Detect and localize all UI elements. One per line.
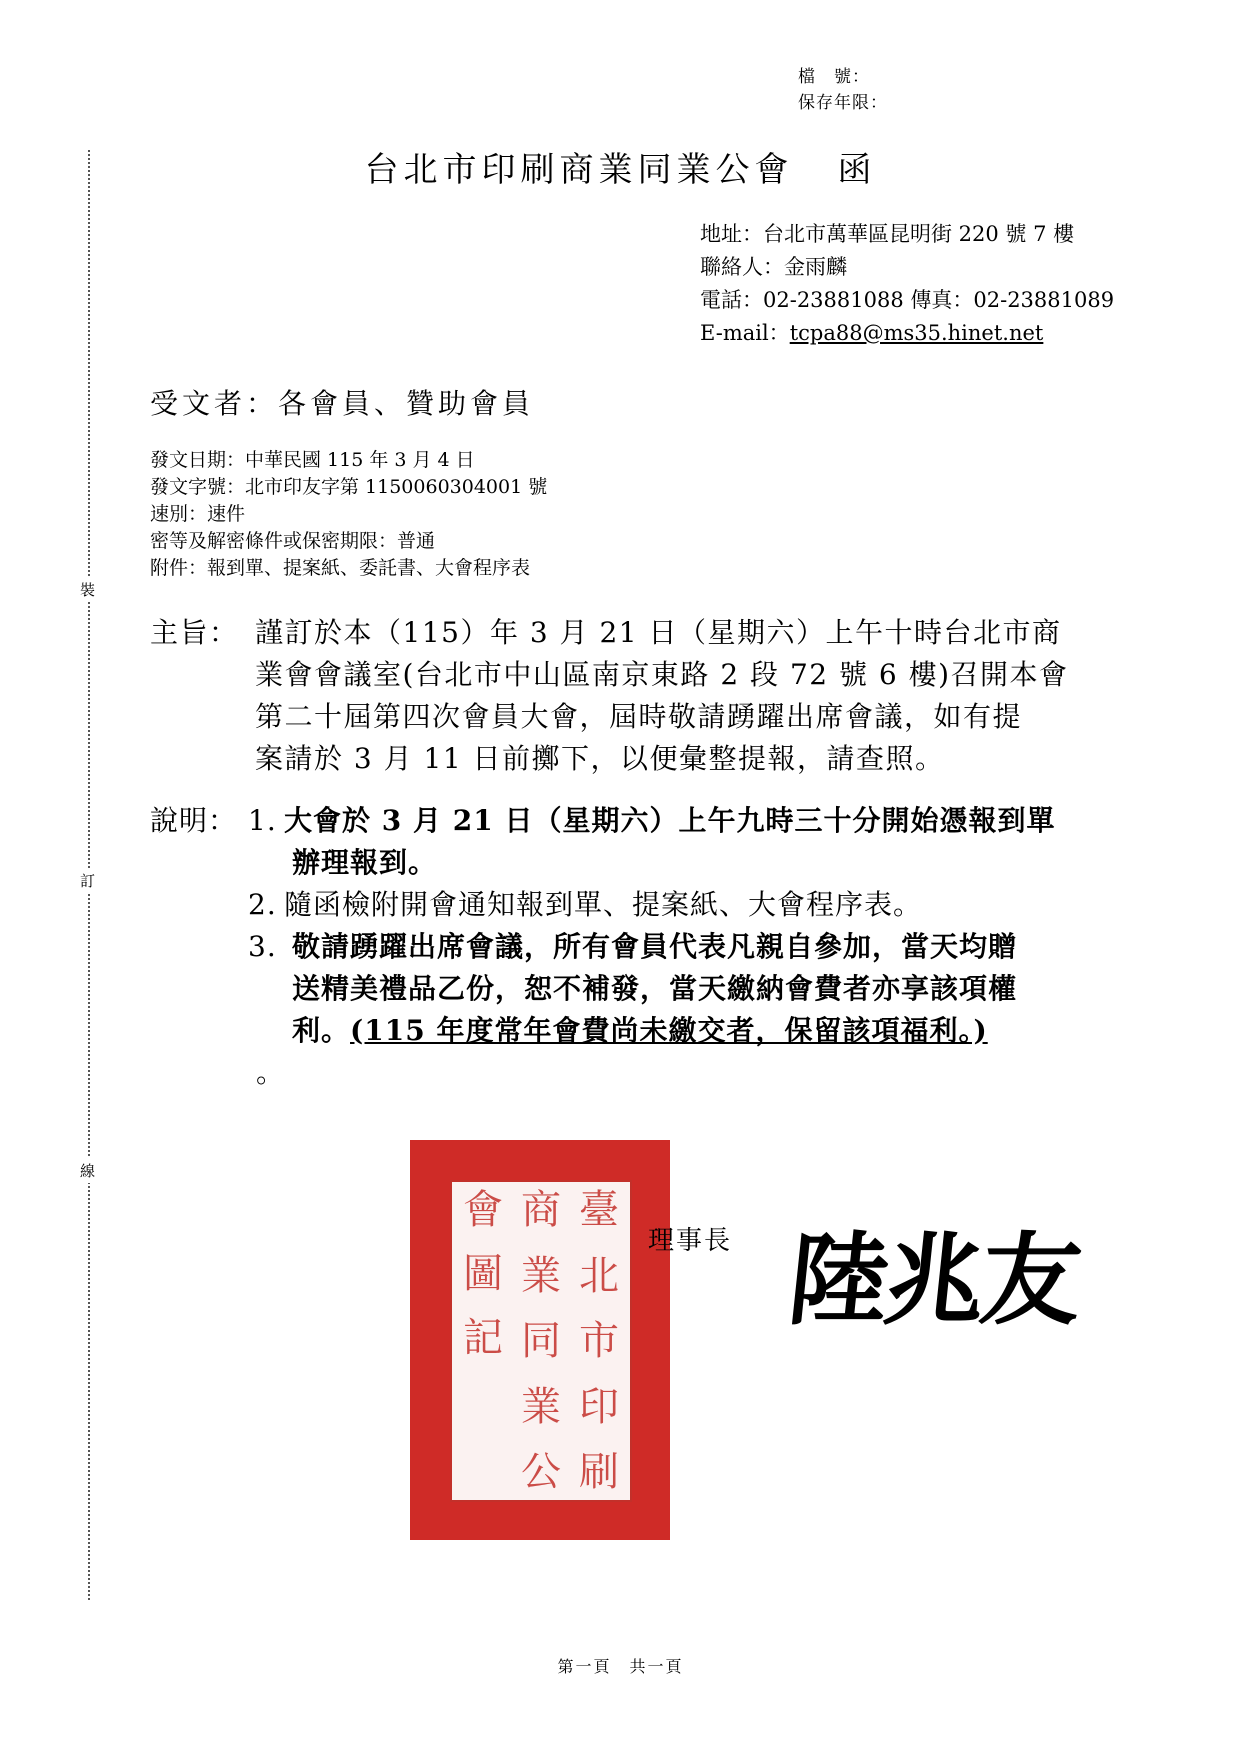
attachments: 附件：報到單、提案紙、委託書、大會程序表 — [150, 557, 531, 579]
binding-mark-ding: 訂 — [80, 868, 95, 893]
seal-char: 記 — [463, 1315, 503, 1361]
seal-char: 臺 — [579, 1187, 619, 1233]
email-label: E-mail： — [700, 321, 790, 345]
subject-line: 謹訂於本（115）年 3 月 21 日（星期六）上午十時台北市商 — [255, 616, 1062, 649]
address: 地址：台北市萬華區昆明街 220 號 7 樓 — [700, 222, 1075, 246]
seal-column — [460, 1187, 506, 1492]
item-line: 大會於 3 月 21 日（星期六）上午九時三十分開始憑報到單 — [284, 804, 1056, 837]
seal-char: 市 — [579, 1318, 619, 1364]
seal-char: 圖 — [463, 1251, 503, 1297]
item-line-bold: 利。 — [292, 1014, 351, 1047]
item-number: 1. — [248, 804, 277, 837]
seal-column — [518, 1187, 564, 1495]
chairman-signature: 陸兆友 — [782, 1221, 1084, 1339]
seal-char: 公 — [521, 1449, 561, 1495]
trailing-period: 。 — [256, 1056, 286, 1089]
item-line: 敬請踴躍出席會議，所有會員代表凡親自參加，當天均贈 — [292, 930, 1018, 963]
phone-fax: 電話：02-23881088 傳真：02-23881089 — [700, 288, 1115, 312]
official-seal — [410, 1140, 670, 1540]
item-line: 辦理報到。 — [292, 846, 438, 879]
issue-date: 發文日期：中華民國 115 年 3 月 4 日 — [150, 449, 475, 471]
seal-char: 北 — [579, 1252, 619, 1299]
contact-block — [700, 218, 1114, 350]
org-name: 台北市印刷商業同業公會 — [364, 150, 794, 190]
delivery-speed: 速別：速件 — [150, 503, 246, 525]
seal-char: 會 — [463, 1187, 503, 1233]
item-text — [256, 926, 1241, 1094]
fee-notice: (115 年度常年會費尚未繳交者，保留該項福利。) — [350, 1014, 988, 1047]
secrecy-level: 密等及解密條件或保密期限：普通 — [150, 530, 436, 552]
email-link[interactable]: tcpa88@ms35.hinet.net — [789, 321, 1044, 345]
item-number: 2. — [248, 888, 277, 921]
seal-char: 刷 — [579, 1449, 619, 1495]
subject-line: 第二十屆第四次會員大會，屆時敬請踴躍出席會議，如有提 — [255, 700, 1023, 733]
item-line: 隨函檢附開會通知報到單、提案紙、大會程序表。 — [284, 888, 923, 921]
document-type: 函 — [837, 150, 877, 190]
item-text — [284, 800, 1241, 884]
binding-mark-zhuang: 裝 — [80, 577, 95, 602]
subject-body — [255, 612, 1241, 780]
seal-inner — [450, 1180, 632, 1502]
explanation-label: 說明： — [150, 804, 238, 837]
subject-line: 業會會議室(台北市中山區南京東路 2 段 72 號 6 樓)召開本會 — [255, 658, 1069, 691]
seal-char: 業 — [521, 1252, 561, 1299]
item-line — [284, 1010, 1241, 1052]
subject-label: 主旨： — [150, 616, 239, 649]
recipient: 受文者：各會員、贊助會員 — [150, 387, 535, 420]
binding-mark-xian: 線 — [80, 1158, 95, 1183]
seal-char: 業 — [521, 1383, 561, 1430]
seal-char: 同 — [521, 1318, 561, 1364]
seal-column — [576, 1187, 622, 1495]
seal-char: 印 — [579, 1383, 619, 1430]
file-number-label: 檔 號： — [798, 67, 870, 87]
seal-char: 商 — [521, 1187, 561, 1233]
document-title — [0, 142, 1241, 191]
issue-info — [150, 447, 547, 582]
document-number: 發文字號：北市印友字第 1150060304001 號 — [150, 476, 548, 498]
item-line: 送精美禮品乙份，恕不補發，當天繳納會費者亦享該項權 — [292, 972, 1018, 1005]
seal-grid — [460, 1187, 622, 1495]
item-number: 3. — [248, 930, 277, 963]
page-footer: 第一頁 共一頁 — [557, 1657, 684, 1676]
contact-person: 聯絡人：金雨麟 — [700, 255, 847, 279]
subject-line: 案請於 3 月 11 日前擲下，以便彙整提報，請查照。 — [255, 742, 945, 775]
retention-label: 保存年限： — [798, 93, 888, 113]
item-text — [284, 884, 1241, 926]
email-line — [700, 317, 1114, 350]
chairman-title: 理事長 — [648, 1226, 733, 1256]
